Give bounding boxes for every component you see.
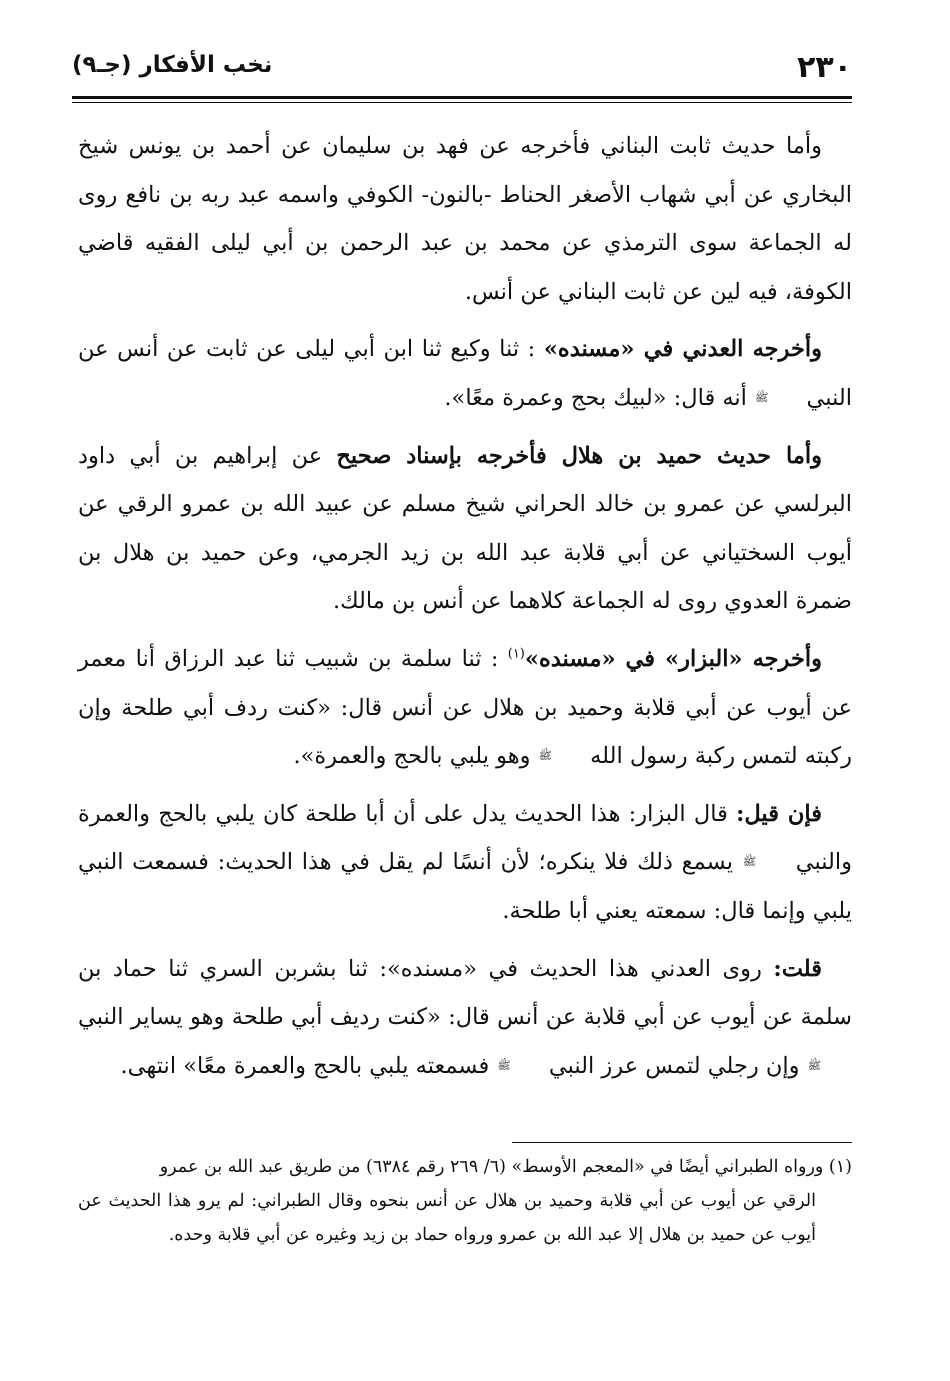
paragraph-1 bbox=[78, 122, 852, 316]
paragraph-lead: وأما حديث حميد بن هلال فأخرجه بإسناد صحيح bbox=[336, 442, 822, 469]
main-text bbox=[78, 122, 852, 1090]
salla-glyph-icon: ﷺ bbox=[742, 855, 756, 869]
paragraph-text: يسمع ذلك فلا ينكره؛ لأن أنسًا لم يقل في هذا الحديث: فسمعت النبي يلبي وإنما قال: سمعته يعني أبا طلحة. bbox=[78, 849, 852, 924]
paragraph-text: روى العدني هذا الحديث في «مسنده»: ثنا بشربن السري ثنا حماد بن سلمة عن أيوب عن أبي قلابة عن أنس قال: «كنت رديف أبي طلحة وهو يساير النبي bbox=[78, 955, 852, 1031]
page-number: ٢٣٠ bbox=[797, 50, 852, 85]
paragraph-5 bbox=[78, 790, 852, 936]
paragraph-lead: وأخرجه العدني في «مسنده» bbox=[543, 336, 823, 363]
paragraph-2 bbox=[78, 325, 852, 422]
paragraph-4 bbox=[78, 635, 852, 781]
paragraph-lead: فإن قيل: bbox=[736, 800, 822, 827]
paragraph-text: عن إبراهيم بن أبي داود البرلسي عن عمرو بن خالد الحراني شيخ مسلم عن عبيد الله بن عمرو الرقي عن أيوب السختياني عن أبي قلابة عبد الله بن زيد الجرمي، وعن حميد بن هلال بن ضمرة العدوي روى له الجماعة كلاهما عن أنس بن مالك. bbox=[78, 442, 852, 615]
salla-glyph-icon: ﷺ bbox=[538, 749, 552, 763]
paragraph-lead: قلت: bbox=[773, 955, 823, 982]
paragraph-text: : ثنا سلمة بن شبيب ثنا عبد الرزاق أنا معمر عن أيوب عن أبي قلابة وحميد بن هلال عن أنس قال: «كنت ردف أبي طلحة وإن ركبته لتمس ركبة رسول الله bbox=[78, 645, 852, 770]
paragraph-text: قال البزار: هذا الحديث يدل على أن أبا طلحة كان يلبي بالحج والعمرة والنبي bbox=[78, 800, 853, 876]
paragraph-text: : ثنا وكيع ثنا ابن أبي ليلى عن ثابت عن أنس عن النبي bbox=[78, 336, 852, 411]
paragraph-text: فسمعته يلبي بالحج والعمرة معًا» انتهى. bbox=[120, 1052, 490, 1079]
footnote-continuation: الرقي عن أيوب عن أبي قلابة وحميد بن هلال عن أنس بنحوه وقال الطبراني: لم يرو هذا الحديث عن أيوب عن حميد بن هلال إلا عبد الله بن عمرو ورواه حماد بن زيد وغيره عن أبي قلابة وحده. bbox=[78, 1191, 816, 1245]
footnote bbox=[78, 1150, 852, 1252]
footnote-divider bbox=[512, 1142, 852, 1143]
salla-glyph-icon: ﷺ bbox=[807, 1058, 821, 1072]
paragraph-text: وأما حديث ثابت البناني فأخرجه عن فهد بن سليمان عن أحمد بن يونس شيخ البخاري عن أبي شهاب الأصغر الحناط -بالنون- الكوفي واسمه عبد ربه بن نافع روى له الجماعة سوى الترمذي عن محمد بن عبد الرحمن بن أبي ليلى الفقيه قاضي الكوفة، فيه لين عن ثابت البناني عن أنس. bbox=[78, 133, 852, 305]
paragraph-text: وإن رجلي لتمس عرز النبي bbox=[548, 1052, 800, 1079]
page-header bbox=[72, 44, 852, 94]
paragraph-6 bbox=[78, 945, 852, 1091]
paragraph-text: أنه قال: «لبيك بحج وعمرة معًا». bbox=[444, 384, 747, 411]
salla-glyph-icon: ﷺ bbox=[497, 1058, 511, 1072]
salla-glyph-icon: ﷺ bbox=[755, 390, 769, 404]
footnote-reference[interactable]: (١) bbox=[507, 646, 525, 662]
footnote-first-line: (١) ورواه الطبراني أيضًا في «المعجم الأوسط» (٦/ ٢٦٩ رقم ٦٣٨٤) من طريق عبد الله بن عمرو bbox=[159, 1157, 852, 1177]
paragraph-text: وهو يلبي بالحج والعمرة». bbox=[293, 743, 531, 770]
paragraph-lead: وأخرجه «البزار» في «مسنده» bbox=[524, 645, 822, 672]
paragraph-3 bbox=[78, 432, 852, 626]
header-rule bbox=[72, 96, 852, 103]
running-title: نخب الأفكار (جـ٩) bbox=[72, 52, 273, 78]
